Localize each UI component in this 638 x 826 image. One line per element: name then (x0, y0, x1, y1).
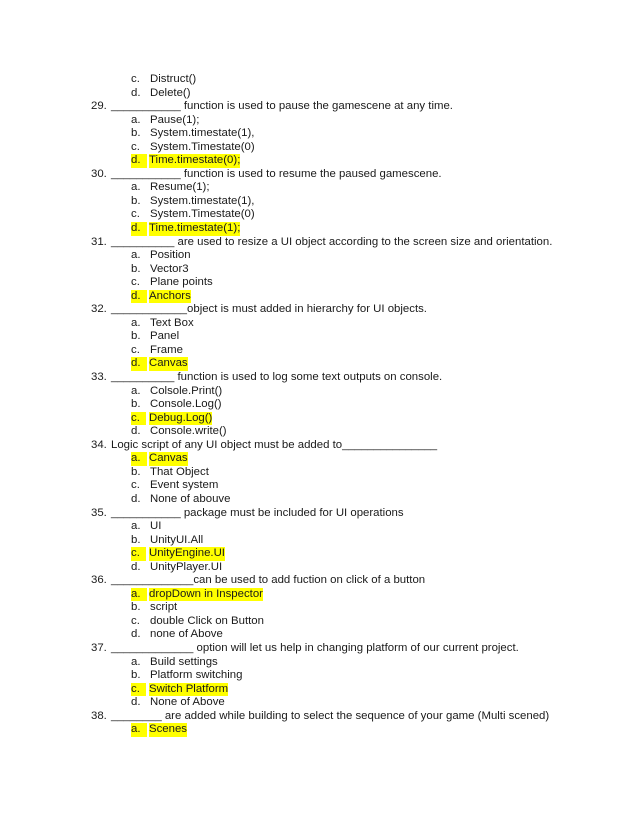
answer-option (0, 615, 638, 629)
question-line (0, 371, 638, 385)
question-text: _____________ option will let us help in changing platform of our current project. (111, 641, 519, 654)
option-letter: a. (131, 588, 147, 602)
answer-option (0, 534, 638, 548)
answer-option (0, 628, 638, 642)
answer-option (0, 425, 638, 439)
question-line (0, 574, 638, 588)
answer-option-highlighted (0, 683, 638, 697)
option-text: System.timestate(1), (150, 127, 255, 140)
option-text: Anchors (149, 289, 191, 302)
option-text: Console.write() (150, 425, 227, 438)
option-text: Console.Log() (150, 398, 222, 411)
option-letter: b. (131, 601, 141, 614)
answer-option (0, 208, 638, 222)
question-number: 33. (91, 371, 107, 384)
answer-option-highlighted (0, 290, 638, 304)
answer-option (0, 330, 638, 344)
answer-option (0, 479, 638, 493)
option-text: UnityUI.All (150, 533, 204, 546)
answer-option (0, 493, 638, 507)
option-letter: a. (131, 520, 141, 533)
option-letter: c. (131, 73, 140, 85)
option-text: None of abouve (150, 492, 231, 505)
option-letter: d. (131, 696, 141, 709)
option-text: Time.timestate(0); (149, 154, 241, 167)
option-text: Scenes (149, 723, 187, 736)
option-text: Switch Platform (149, 682, 229, 695)
option-letter: b. (131, 533, 141, 546)
question-text: ___________ function is used to pause the gamescene at any time. (111, 100, 453, 113)
option-letter: a. (131, 181, 141, 194)
option-letter: b. (131, 398, 141, 411)
question-line (0, 439, 638, 453)
question-text: ____________object is must added in hierarchy for UI objects. (111, 303, 427, 316)
answer-option (0, 466, 638, 480)
option-letter: c. (131, 276, 140, 289)
answer-option (0, 601, 638, 615)
option-letter: d. (131, 222, 147, 236)
question-text: __________ function is used to log some text outputs on console. (111, 371, 443, 384)
option-text: Frame (150, 343, 183, 356)
answer-option-highlighted (0, 357, 638, 371)
answer-option (0, 181, 638, 195)
option-letter: b. (131, 262, 141, 275)
option-text: Plane points (150, 276, 213, 289)
quiz-document (0, 73, 638, 737)
question-text: ___________ function is used to resume the paused gamescene. (111, 167, 442, 180)
question-line (0, 507, 638, 521)
question-text: Logic script of any UI object must be added to_______________ (111, 438, 438, 451)
option-text: Distruct() (150, 73, 197, 85)
option-text: None of Above (150, 696, 225, 709)
option-letter: c. (131, 343, 140, 356)
option-letter: b. (131, 465, 141, 478)
option-letter: d. (131, 86, 141, 99)
option-letter: b. (131, 127, 141, 140)
answer-option (0, 87, 638, 101)
question-text: __________ are used to resize a UI object according to the screen size and orientation. (111, 235, 553, 248)
option-text: UnityPlayer.UI (150, 560, 223, 573)
answer-option-highlighted (0, 588, 638, 602)
option-text: none of Above (150, 628, 223, 641)
option-text: UI (150, 520, 162, 533)
question-number: 29. (91, 100, 107, 113)
option-letter: a. (131, 655, 141, 668)
option-letter: c. (131, 479, 140, 492)
question-text: ___________ package must be included for UI operations (111, 506, 404, 519)
option-letter: d. (131, 492, 141, 505)
question-line (0, 303, 638, 317)
answer-option-highlighted (0, 547, 638, 561)
option-text: Text Box (150, 316, 194, 329)
option-letter: a. (131, 316, 141, 329)
question-line (0, 642, 638, 656)
question-line (0, 168, 638, 182)
answer-option (0, 249, 638, 263)
answer-option-highlighted (0, 222, 638, 236)
answer-option-highlighted (0, 154, 638, 168)
option-text: Debug.Log() (149, 411, 213, 424)
answer-option (0, 276, 638, 290)
answer-option (0, 114, 638, 128)
answer-option-highlighted (0, 452, 638, 466)
answer-option (0, 141, 638, 155)
question-line (0, 100, 638, 114)
option-letter: d. (131, 628, 141, 641)
option-letter: b. (131, 194, 141, 207)
option-letter: c. (131, 208, 140, 221)
option-text: System.Timestate(0) (150, 208, 255, 221)
question-text: ________ are added while building to select the sequence of your game (Multi scened) (111, 709, 550, 722)
option-letter: a. (131, 723, 147, 737)
option-text: Build settings (150, 655, 218, 668)
option-text: System.timestate(1), (150, 194, 255, 207)
option-letter: a. (131, 113, 141, 126)
option-text: Vector3 (150, 262, 189, 275)
question-number: 36. (91, 574, 107, 587)
question-line (0, 710, 638, 724)
option-text: Delete() (150, 86, 191, 99)
option-letter: c. (131, 412, 146, 426)
question-number: 32. (91, 303, 107, 316)
option-text: Platform switching (150, 669, 243, 682)
option-text: Canvas (149, 357, 188, 370)
option-text: Time.timestate(1); (149, 222, 241, 235)
option-text: dropDown in Inspector (149, 587, 263, 600)
question-number: 30. (91, 167, 107, 180)
option-letter: d. (131, 290, 147, 304)
option-text: Event system (150, 479, 219, 492)
option-text: UnityEngine.UI (149, 547, 225, 560)
question-number: 35. (91, 506, 107, 519)
answer-option (0, 127, 638, 141)
option-text: double Click on Button (150, 614, 264, 627)
option-letter: d. (131, 357, 147, 371)
option-text: Panel (150, 330, 180, 343)
option-text: That Object (150, 465, 209, 478)
option-letter: a. (131, 384, 141, 397)
question-number: 38. (91, 709, 107, 722)
option-letter: c. (131, 140, 140, 153)
question-number: 37. (91, 641, 107, 654)
option-letter: d. (131, 560, 141, 573)
option-text: Position (150, 249, 191, 262)
option-text: Pause(1); (150, 113, 200, 126)
option-letter: c. (131, 547, 146, 561)
question-number: 31. (91, 235, 107, 248)
question-line (0, 236, 638, 250)
answer-option (0, 398, 638, 412)
answer-option (0, 385, 638, 399)
option-letter: d. (131, 425, 141, 438)
option-letter: b. (131, 669, 141, 682)
answer-option (0, 696, 638, 710)
answer-option (0, 73, 638, 87)
answer-option (0, 520, 638, 534)
option-letter: b. (131, 330, 141, 343)
option-letter: a. (131, 249, 141, 262)
question-number: 34. (91, 438, 107, 451)
answer-option-highlighted (0, 723, 638, 737)
answer-option (0, 656, 638, 670)
option-letter: a. (131, 452, 147, 466)
answer-option (0, 195, 638, 209)
option-letter: d. (131, 154, 147, 168)
answer-option (0, 561, 638, 575)
option-letter: c. (131, 614, 140, 627)
option-text: Resume(1); (150, 181, 210, 194)
answer-option (0, 317, 638, 331)
answer-option-highlighted (0, 412, 638, 426)
option-text: Canvas (149, 452, 188, 465)
option-text: Colsole.Print() (150, 384, 223, 397)
answer-option (0, 669, 638, 683)
answer-option (0, 344, 638, 358)
option-letter: c. (131, 683, 146, 697)
option-text: script (150, 601, 178, 614)
answer-option (0, 263, 638, 277)
question-text: _____________can be used to add fuction on click of a button (111, 574, 426, 587)
option-text: System.Timestate(0) (150, 140, 255, 153)
